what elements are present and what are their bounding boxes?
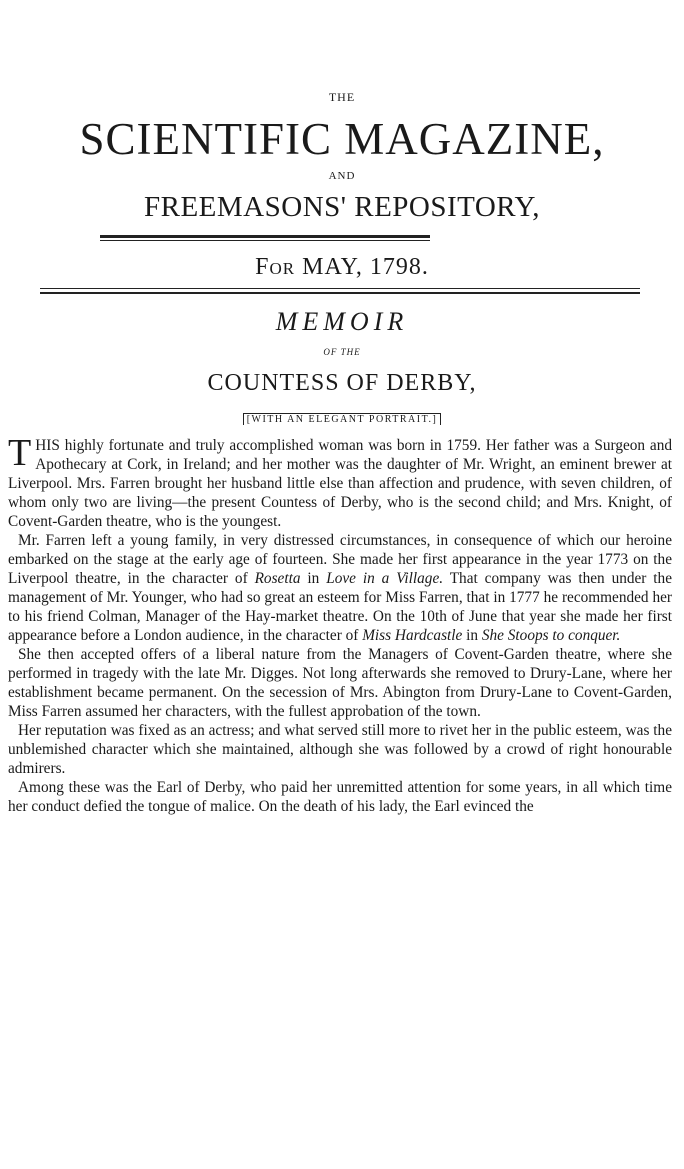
paragraph-2-text-a: Mr. Farren left a young family, in very distressed circumstances, in consequence of which our heroine embarked on the stage at the early age of fourteen. She made her first appearance in the year 1773 on the Liverpool theatre, in the character of bbox=[8, 532, 672, 587]
paragraph-3: She then accepted offers of a liberal nature from the Managers of Covent-Garden theatre, where she performed in tragedy with the late Mr. Digges. Not long afterwards she removed to Drury-Lane, where her establishment became permanent. On the secession of Mrs. Abington from Drury-Lane to Covent-Garden, Miss Farren assumed her characters, with the fullest approbation of the town. bbox=[8, 646, 672, 720]
article-heading: MEMOIR bbox=[275, 307, 409, 336]
paragraph-2-text-c: That company was then under the management of Mr. Younger, who had so great an esteem for Miss Farren, that in 1777 he recommended her to his friend Colman, Manager of the Hay-market theatre. On the 10th of June that year she made her first appearance before a London audience, in the character of bbox=[8, 570, 672, 644]
role-miss-hardcastle: Miss Hardcastle bbox=[362, 627, 463, 644]
paragraph-2 bbox=[8, 531, 672, 645]
divider-rule bbox=[40, 288, 640, 289]
play-love-in-a-village: Love in a Village. bbox=[326, 570, 444, 587]
issue-for: For bbox=[255, 254, 296, 280]
portrait-note bbox=[0, 414, 684, 425]
paragraph-1-text: HIS highly fortunate and truly accomplished woman was born in 1759. Her father was a Surgeon and Apothecary at Cork, in Ireland; and her mother was the daughter of Mr. Wright, an eminent brewer at Liverpool. Mrs. Farren brought her husband little else than affection and prudence, with seven children, of whom only two are living—the present Countess of Derby, who is the second child; and Mrs. Knight, of Covent-Garden theatre, who is the youngest. bbox=[8, 437, 672, 530]
paragraph-5: Among these was the Earl of Derby, who paid her unremitted attention for some years, in all which time her conduct defied the tongue of malice. On the death of his lady, the Earl evinced the bbox=[8, 779, 672, 815]
portrait-note-text: [WITH AN ELEGANT PORTRAIT.] bbox=[243, 413, 442, 425]
drop-cap: T bbox=[8, 432, 32, 474]
play-she-stoops: She Stoops to conquer. bbox=[481, 627, 621, 644]
paragraph-1 bbox=[8, 432, 672, 531]
article-subject: COUNTESS OF DERBY, bbox=[207, 370, 477, 396]
article-body bbox=[8, 432, 672, 816]
paragraph-2-text-b: in bbox=[300, 570, 327, 587]
paragraph-4: Her reputation was fixed as an actress; and what served still more to rivet her in the public esteem, was the unblemished character which she maintained, although she was followed by a crowd of right honourable admirers. bbox=[8, 722, 672, 777]
role-rosetta: Rosetta bbox=[254, 570, 301, 587]
paragraph-2-text-d: in bbox=[462, 627, 482, 644]
issue-line bbox=[0, 254, 684, 281]
title-rule bbox=[100, 235, 430, 238]
article-of-the: OF THE bbox=[323, 347, 361, 357]
magazine-subtitle: FREEMASONS' REPOSITORY, bbox=[144, 191, 540, 223]
masthead-the: THE bbox=[328, 90, 356, 104]
masthead-and: AND bbox=[328, 170, 356, 182]
magazine-title: SCIENTIFIC MAGAZINE, bbox=[79, 114, 605, 164]
divider-rule-thick bbox=[40, 292, 640, 294]
issue-date: MAY, 1798. bbox=[302, 254, 429, 280]
title-rule-thin bbox=[100, 240, 430, 241]
